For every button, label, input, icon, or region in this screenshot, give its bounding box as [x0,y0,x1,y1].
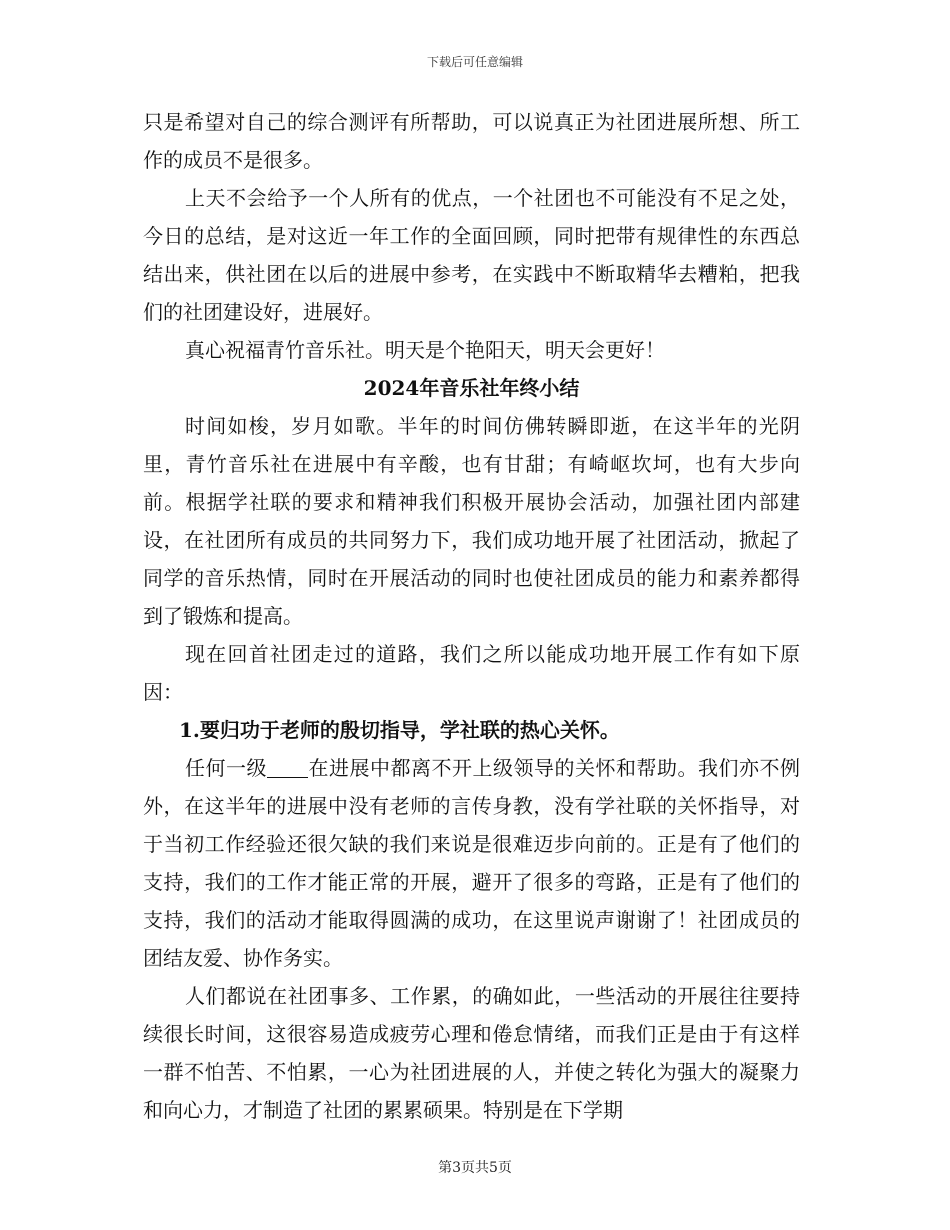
section-subtitle: 1.要归功于老师的殷切指导，学社联的热心关怀。 [179,718,620,742]
text-span: 在进展中都离不开上级领导的关怀和帮助。我们亦不例外，在这半年的进展中没有老师的言传身教，没有学社联的关怀指导，对于当初工作经验还很欠缺的我们来说是很难迈步向前的。正是有了他们的支持，我们的工作才能正常的开展，避开了很多的弯路，正是有了他们的支持，我们的活动才能取得圆满的成功，在这里说声谢谢了！社团成员的团结友爱、协作务实。 [143,756,800,970]
paragraph: 真心祝福青竹音乐社。明天是个艳阳天，明天会更好！ [185,338,665,362]
fill-blank [267,757,308,778]
paragraph: 时间如梭，岁月如歌。半年的时间仿佛转瞬即逝，在这半年的光阴里，青竹音乐社在进展中有辛酸，也有甘甜；有崎岖坎坷，也有大步向前。根据学社联的要求和精神我们积极开展协会活动，加强社团内部建设，在社团所有成员的共同努力下，我们成功地开展了社团活动，掀起了同学的音乐热情，同时在开展活动的同时也使社团成员的能力和素养都得到了锻炼和提高。 [143,414,800,628]
section-title: 2024年音乐社年终小结 [363,376,580,400]
page-footer: 第3页共5页 [438,1160,512,1176]
document-body [143,103,800,1129]
page-header: 下载后可任意编辑 [426,55,523,69]
paragraph: 现在回首社团走过的道路，我们之所以能成功地开展工作有如下原因： [143,642,800,704]
paragraph: 只是希望对自己的综合测评有所帮助，可以说真正为社团进展所想、所工作的成员不是很多。 [143,110,800,172]
paragraph: 上天不会给予一个人所有的优点，一个社团也不可能没有不足之处，今日的总结，是对这近一年工作的全面回顾，同时把带有规律性的东西总结出来，供社团在以后的进展中参考，在实践中不断取精华去糟粕，把我们的社团建设好，进展好。 [143,186,800,324]
paragraph [143,749,800,977]
paragraph: 人们都说在社团事多、工作累，的确如此，一些活动的开展往往要持续很长时间，这很容易造成疲劳心理和倦怠情绪，而我们正是由于有这样一群不怕苦、不怕累，一心为社团进展的人，并使之转化为强大的凝聚力和向心力，才制造了社团的累累硕果。特别是在下学期 [143,984,800,1122]
text-span: 任何一级 [185,756,267,780]
